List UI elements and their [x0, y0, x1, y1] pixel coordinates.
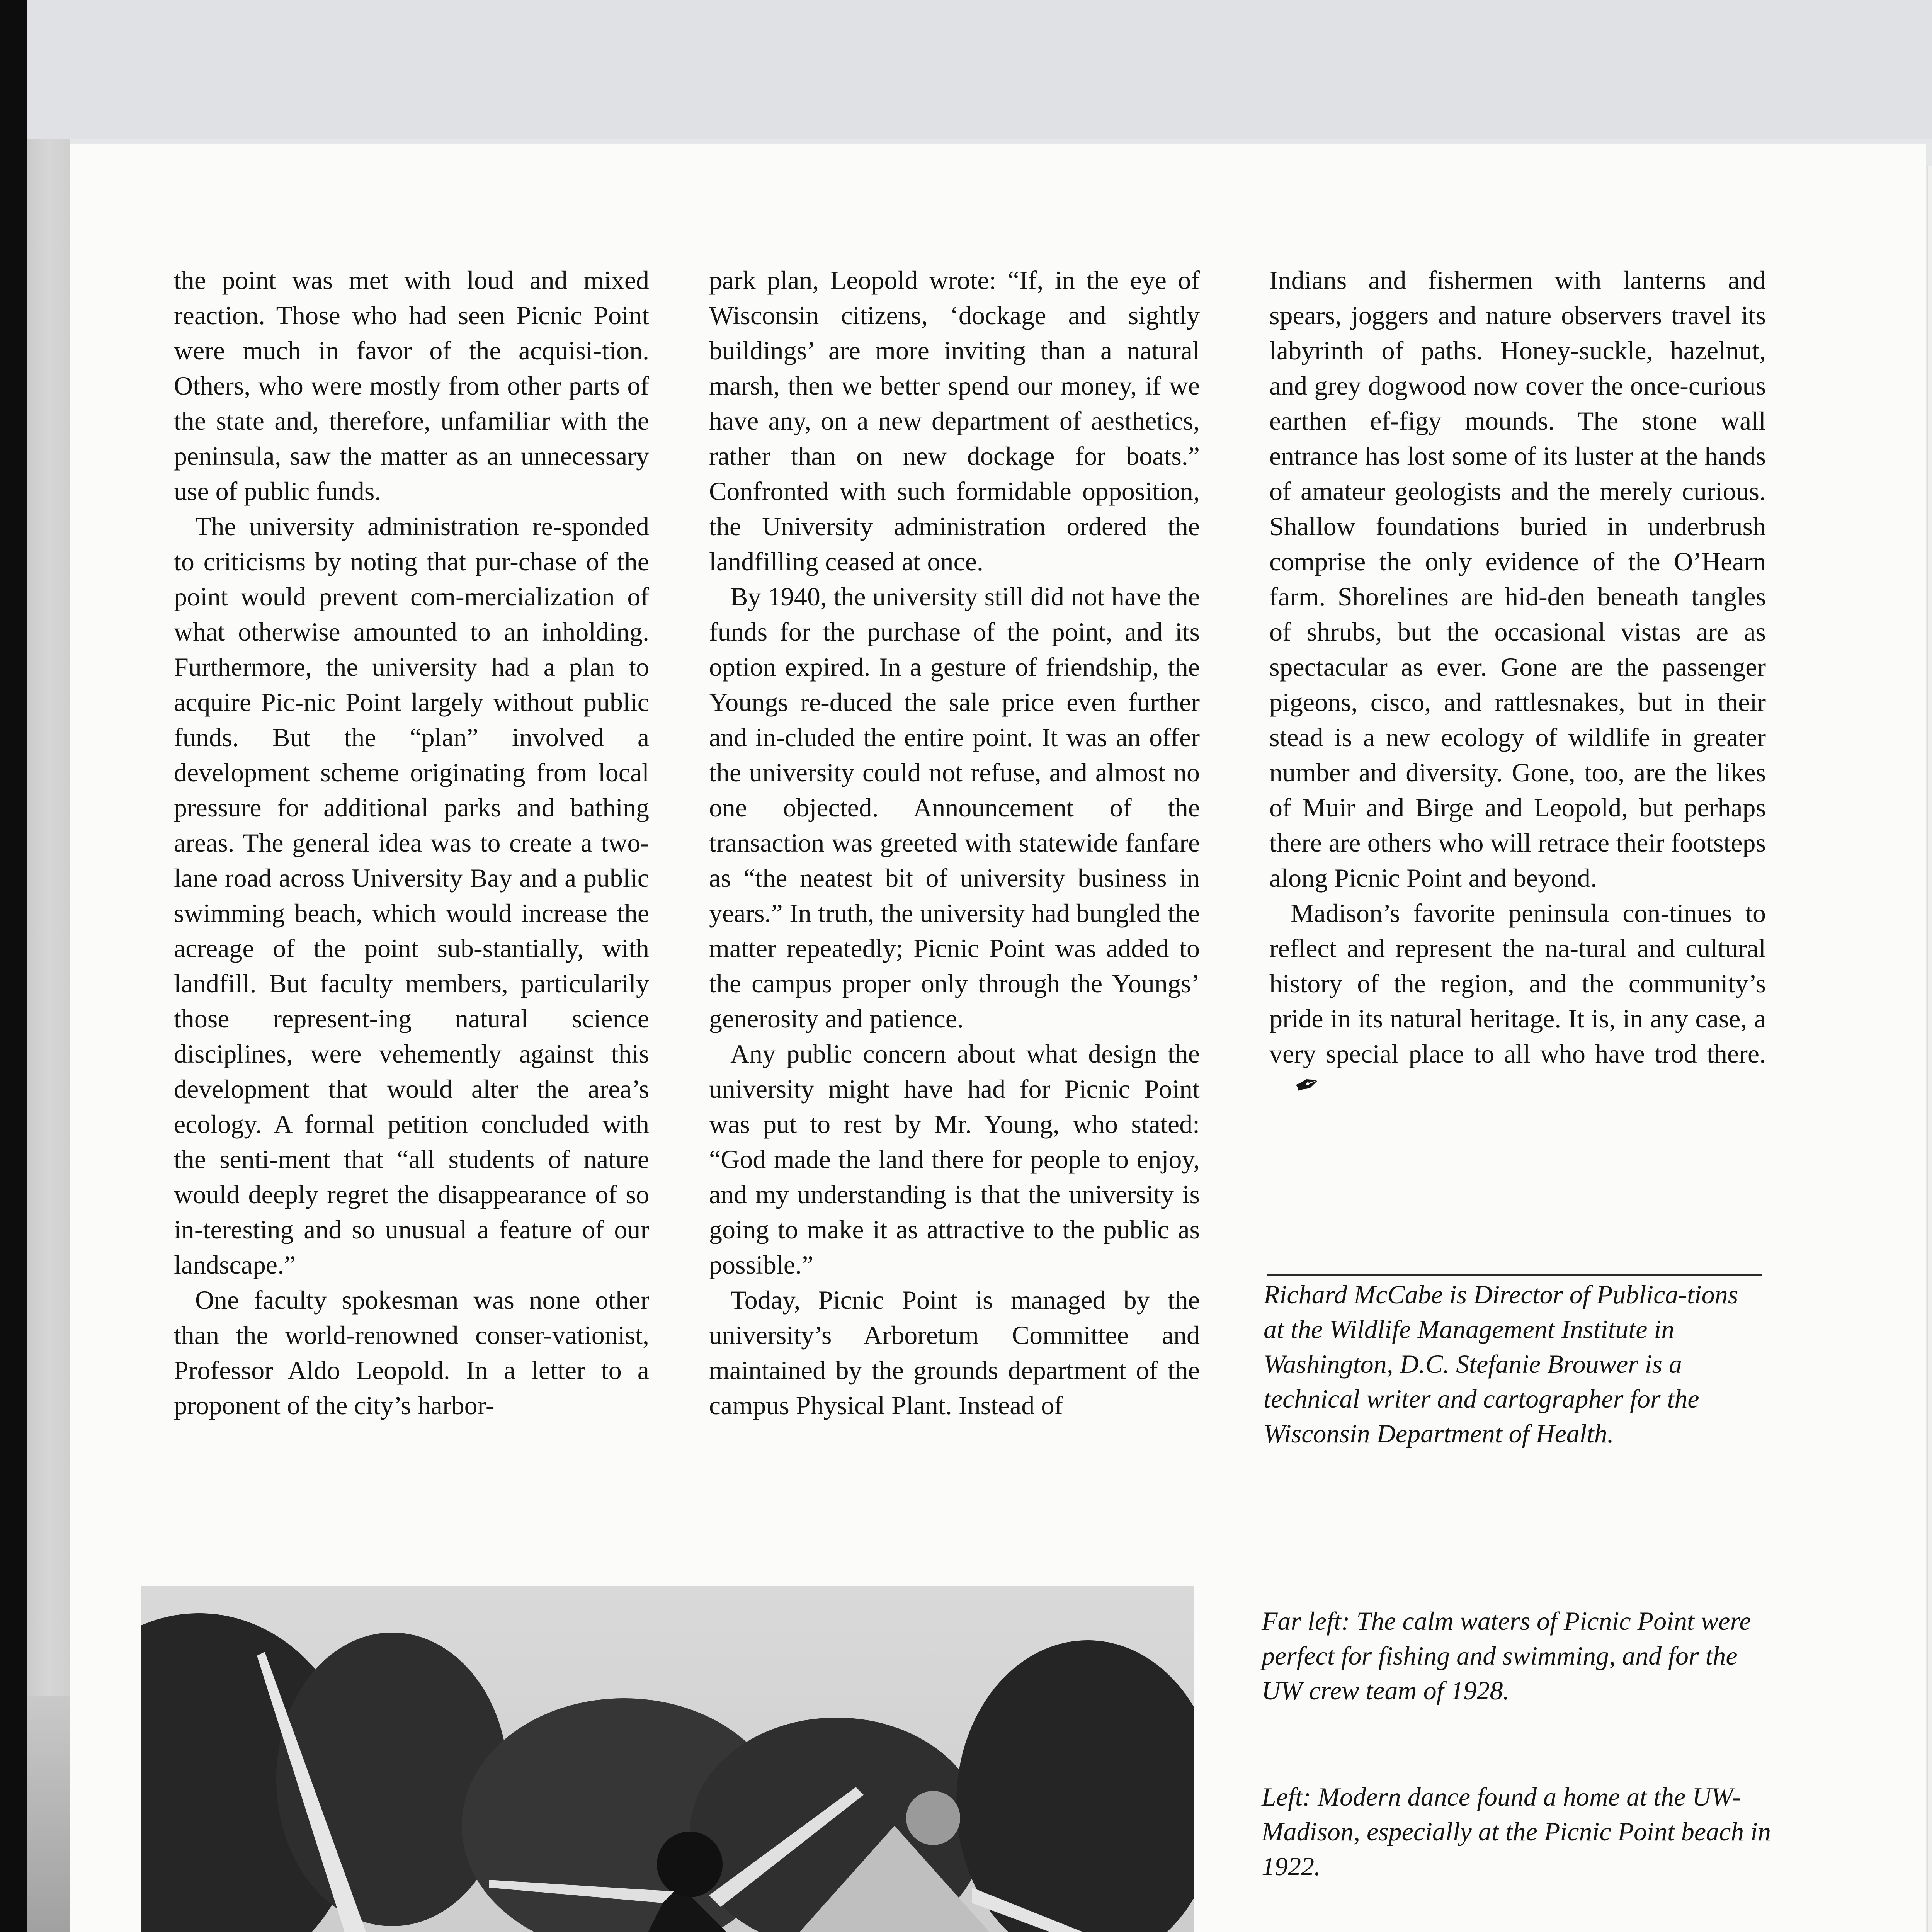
scanner-border [0, 0, 27, 1932]
bio-divider [1267, 1274, 1762, 1276]
paragraph-text: Madison’s favorite peninsula con-tinues to reflect and represent the na-tural and cultural history of the region, and the community’s pride in its natural heritage. It is, in any case, a very special place to all who have trod there. [1269, 898, 1766, 1068]
dance-photo [141, 1586, 1194, 1932]
paragraph: the point was met with loud and mixed reaction. Those who had seen Picnic Point were much in favor of the acquisi-tion. Others, who were mostly from other parts of the state and, therefore, unfamiliar with the peninsula, saw the matter as an unnecessary use of public funds. [174, 265, 649, 506]
paragraph [1269, 896, 1766, 1108]
scanner-background [0, 0, 1932, 139]
paragraph: park plan, Leopold wrote: “If, in the eye of Wisconsin citizens, ‘dockage and sightly buildings’ are more inviting than a natural marsh, then we better spend our money, if we have any, on a new department of aesthetics, rather than on new dockage for boats.” Confronted with such formidable opposition, the University administration ordered the landfilling ceased at once. [709, 265, 1200, 576]
article-column-2 [709, 263, 1200, 1423]
caption-far-left: Far left: The calm waters of Picnic Point were perfect for fishing and swimming, and for the UW crew team of 1928. [1262, 1606, 1751, 1705]
paragraph: Today, Picnic Point is managed by the university’s Arboretum Committee and maintained by the grounds department of the campus Physical Plant. Instead of [709, 1285, 1200, 1420]
article-column-3 [1269, 263, 1766, 1108]
author-bio: Richard McCabe is Director of Publica-tions at the Wildlife Management Institute in Washington, D.C. Stefanie Brouwer is a technical writer and cartographer for the Wisconsin Department of Health. [1264, 1280, 1738, 1448]
paragraph: The university administration re-sponded to criticisms by noting that pur-chase of the point would prevent com-mercialization of what otherwise amounted to an inholding. Furthermore, the university had a plan to acquire Pic-nic Point largely without public funds. But the “plan” involved a development scheme originating from local pressure for additional parks and bathing areas. The general idea was to create a two-lane road across University Bay and a public swimming beach, which would increase the acreage of the point sub-stantially, with landfill. But faculty members, particularily those represent-ing natural science disciplines, were vehemently against this development that would alter the area’s ecology. A formal petition concluded with the senti-ment that “all students of nature would deeply regret the disappearance of so in-teresting and so unusual a feature of our landscape.” [174, 512, 649, 1279]
end-mark-icon: ✒ [1289, 1065, 1326, 1106]
paragraph: Any public concern about what design the university might have had for Picnic Point was put to rest by Mr. Young, who stated: “God made the land there for people to enjoy, and my understanding is that the university is going to make it as attractive to the public as possible.” [709, 1039, 1200, 1279]
caption-left: Left: Modern dance found a home at the UW-Madison, especially at the Picnic Point beach in 1922. [1262, 1782, 1771, 1881]
paragraph: One faculty spokesman was none other than the world-renowned conser-vationist, Professor Aldo Leopold. In a letter to a proponent of the city’s harbor- [174, 1285, 649, 1420]
dance-photo-image [141, 1586, 1194, 1932]
paragraph: By 1940, the university still did not have the funds for the purchase of the point, and its option expired. In a gesture of friendship, the Youngs re-duced the sale price even further and in-cluded the entire point. It was an offer the university could not refuse, and almost no one objected. Announcement of the transaction was greeted with statewide fanfare as “the neatest bit of university business in years.” In truth, the university had bungled the matter repeatedly; Picnic Point was added to the campus proper only through the Youngs’ generosity and patience. [709, 582, 1200, 1033]
article-column-1 [174, 263, 649, 1423]
paragraph: Indians and fishermen with lanterns and spears, joggers and nature observers travel its labyrinth of paths. Honey-suckle, hazelnut, and grey dogwood now cover the once-curious earthen ef-figy mounds. The stone wall entrance has lost some of its luster at the hands of amateur geologists and the merely curious. Shallow foundations buried in underbrush comprise the only evidence of the O’Hearn farm. Shorelines are hid-den beneath tangles of shrubs, but the occasional vistas are as spectacular as ever. Gone are the passenger pigeons, cisco, and rattlesnakes, but in their stead is a new ecology of wildlife in greater number and diversity. Gone, too, are the likes of Muir and Birge and Leopold, but perhaps there are others who will retrace their footsteps along Picnic Point and beyond. [1269, 265, 1766, 893]
